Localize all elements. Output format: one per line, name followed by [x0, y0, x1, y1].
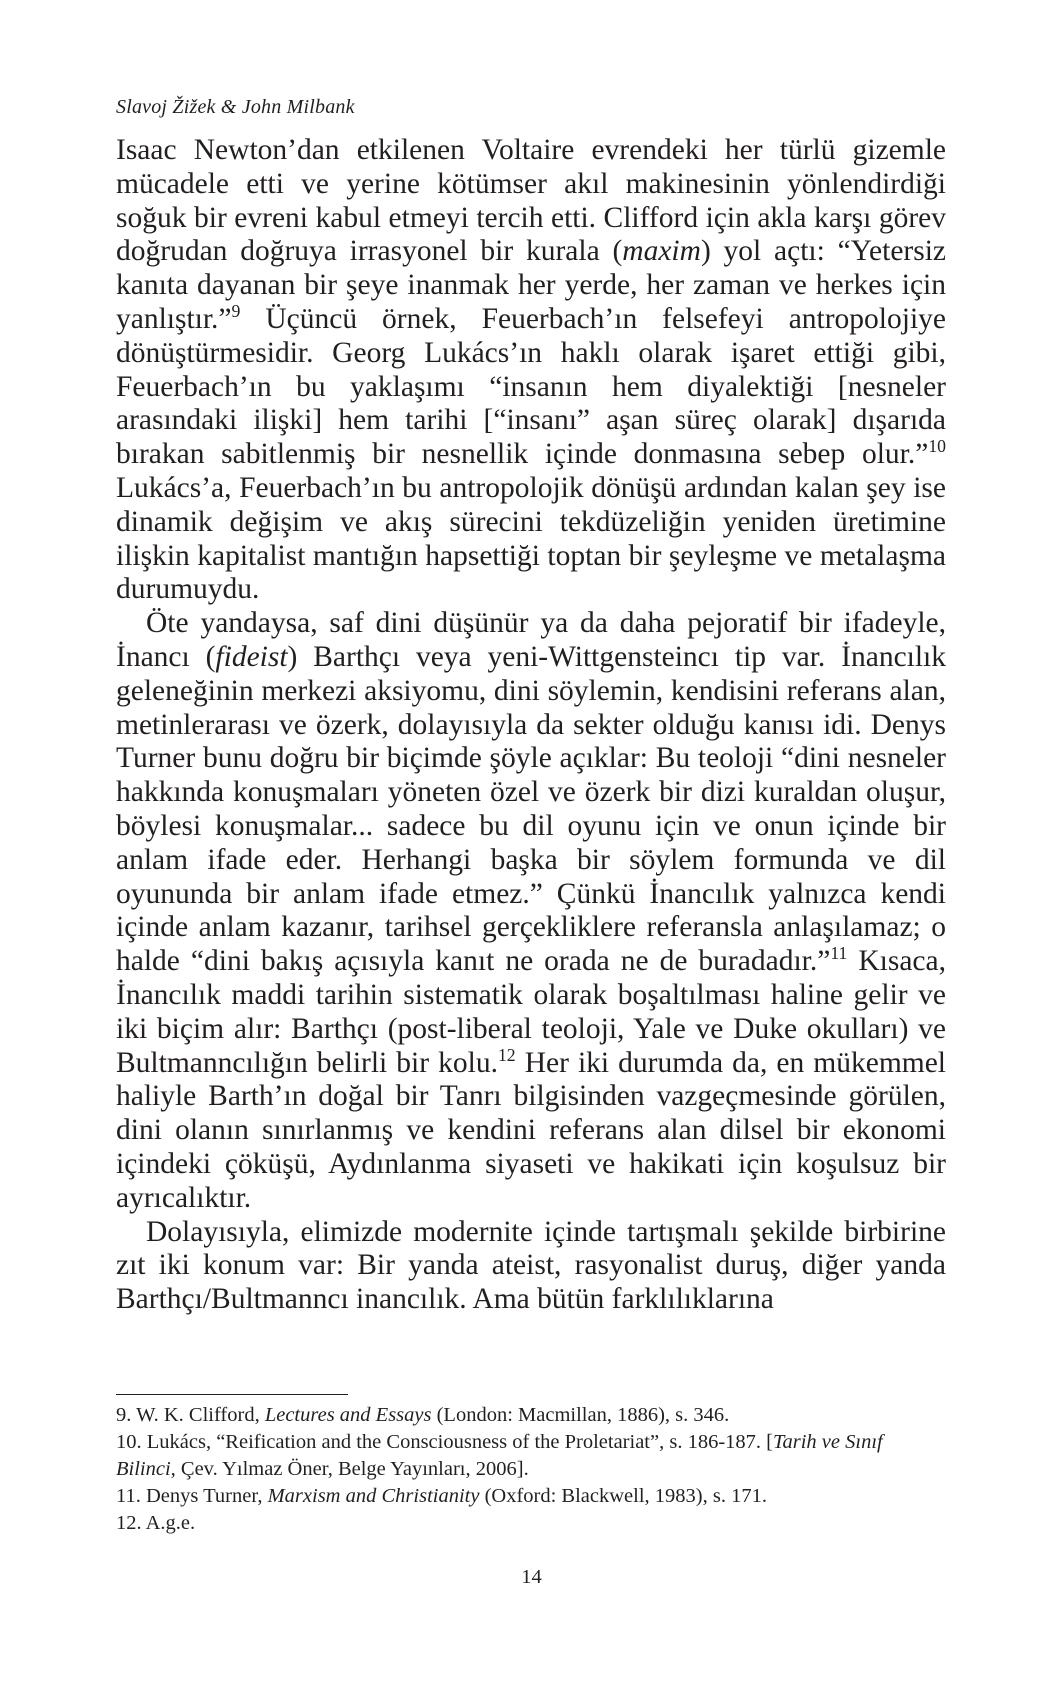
text-run: ) Barthçı veya yeni-Wittgensteincı tip var. İnancılık geleneğinin merkezi aksiyomu, dini söylemin, kendisini referans alan, metinlerarası ve özerk, dolayısıyla da sekter olduğu kanısı idi. Denys Turner bunu doğru bir biçimde şöyle açıklar: Bu teoloji “dini nesneler hakkında konuşmaları yöneten özel ve özerk bir dizi kuraldan oluşur, böylesi konuşmalar... sadece bu dil oyunu için ve onun içinde bir anlam ifade eder. Herhangi başka bir söylem formunda ve dil oyununda bir anlam ifade etmez.” Çünkü İnancılık yalnızca kendi içinde anlam kazanır, tarihsel gerçekliklere referansla anlaşılamaz; o halde “dini bakış açısıyla kanıt ne orada ne de buradadır.” [116, 640, 947, 978]
text-run: Isaac Newton’dan etkilenen Voltaire evrendeki her türlü gizemle mücadele etti ve yerine kötümser akıl makinesinin yönlendirdiği soğuk bir evreni kabul etmeyi tercih etti. Clifford için akla karşı görev doğrudan doğruya irrasyonel bir kurala ( [116, 134, 946, 268]
page-number: 14 [521, 1566, 542, 1588]
footnotes [116, 1402, 946, 1537]
footnote-ref: 9 [231, 301, 241, 322]
paragraph [116, 1216, 946, 1317]
text-run: Kısaca, İnancılık maddi tarihin sistematik olarak boşaltılması haline gelir ve iki biçim alır: Barthçı (post-liberal teoloji, Yale ve Duke okulları) ve Bultmanncılığın belirli bir kolu. [116, 945, 946, 1079]
text-run: Her iki durumda da, en mükemmel haliyle Barth’ın doğal bir Tanrı bilgisinden vazgeçmesinde görülen, dini olanın sınırlanmış ve kendini referans alan dilsel bir ekonomi içindeki çöküşü, Aydınlanma siyaseti ve hakikati için koşulsuz bir ayrıcalıktır. [116, 1046, 946, 1214]
italic-text: Marxism and Christianity [267, 1485, 480, 1507]
text-run: Lukács’a, Feuerbach’ın bu antropolojik dönüşü ardından kalan şey ise dinamik değişim ve akış sürecini tekdüzeliğin yeniden üretimine ilişkin kapitalist mantığın hapsettiği toptan bir şeyleşme ve metalaşma durumuydu. [116, 471, 946, 606]
text-run: Üçüncü örnek, Feuerbach’ın felsefeyi antropolojiye dönüştürmesidir. Georg Lukács’ın haklı olarak işaret ettiği gibi, Feuerbach’ın bu yaklaşımı “insanın hem diyalektiği [nesneler arasındaki ilişki] hem tarihi [“insanı” aşan süreç olarak] dışarıda bırakan sabitlenmiş bir nesnellik içinde donmasına sebep olur.” [116, 302, 946, 471]
text-run: Dolayısıyla, elimizde modernite içinde tartışmalı şekilde birbirine zıt iki konum var: Bir yanda ateist, rasyonalist duruş, diğer yanda Barthçı/Bultmanncı inancılık. Ama bütün farklılıklarına [116, 1215, 946, 1316]
footnote [116, 1483, 946, 1510]
paragraph [116, 134, 946, 607]
italic-text: fideist [215, 640, 288, 673]
italic-text: Tarih ve Sınıf Bilinci, [116, 1431, 883, 1480]
text-run: Öte yandaysa, saf dini düşünür ya da daha pejoratif bir ifadeyle, İnancı ( [116, 607, 946, 673]
paragraph [116, 607, 946, 1215]
text-run: 11. Denys Turner, [116, 1485, 268, 1507]
footnote [116, 1429, 946, 1483]
text-run: 12. A.g.e. [116, 1512, 196, 1534]
text-run: 9. W. K. Clifford, [116, 1404, 265, 1426]
footnote-divider [116, 1394, 348, 1395]
footnote-ref: 11 [830, 943, 848, 964]
text-run: (London: Macmillan, 1886), s. 346. [431, 1404, 730, 1426]
footnote-ref: 12 [497, 1044, 516, 1065]
text-run: 10. Lukács, “Reification and the Consciousness of the Proletariat”, s. 186-187. [ [116, 1431, 773, 1453]
running-header: Slavoj Žižek & John Milbank [116, 96, 355, 118]
footnote-ref: 10 [928, 436, 946, 457]
footnote [116, 1510, 946, 1537]
text-run: (Oxford: Blackwell, 1983), s. 171. [479, 1485, 767, 1507]
text-run: ) yol açtı: “Yetersiz kanıta dayanan bir şeye inanmak her yerde, her zaman ve herkes için yanlıştır.” [116, 235, 947, 335]
footnote [116, 1402, 946, 1429]
italic-text: maxim [622, 235, 701, 268]
text-run: Çev. Yılmaz Öner, Belge Yayınları, 2006]. [175, 1458, 529, 1480]
body-text [116, 134, 946, 1317]
italic-text: Lectures and Essays [264, 1404, 432, 1426]
